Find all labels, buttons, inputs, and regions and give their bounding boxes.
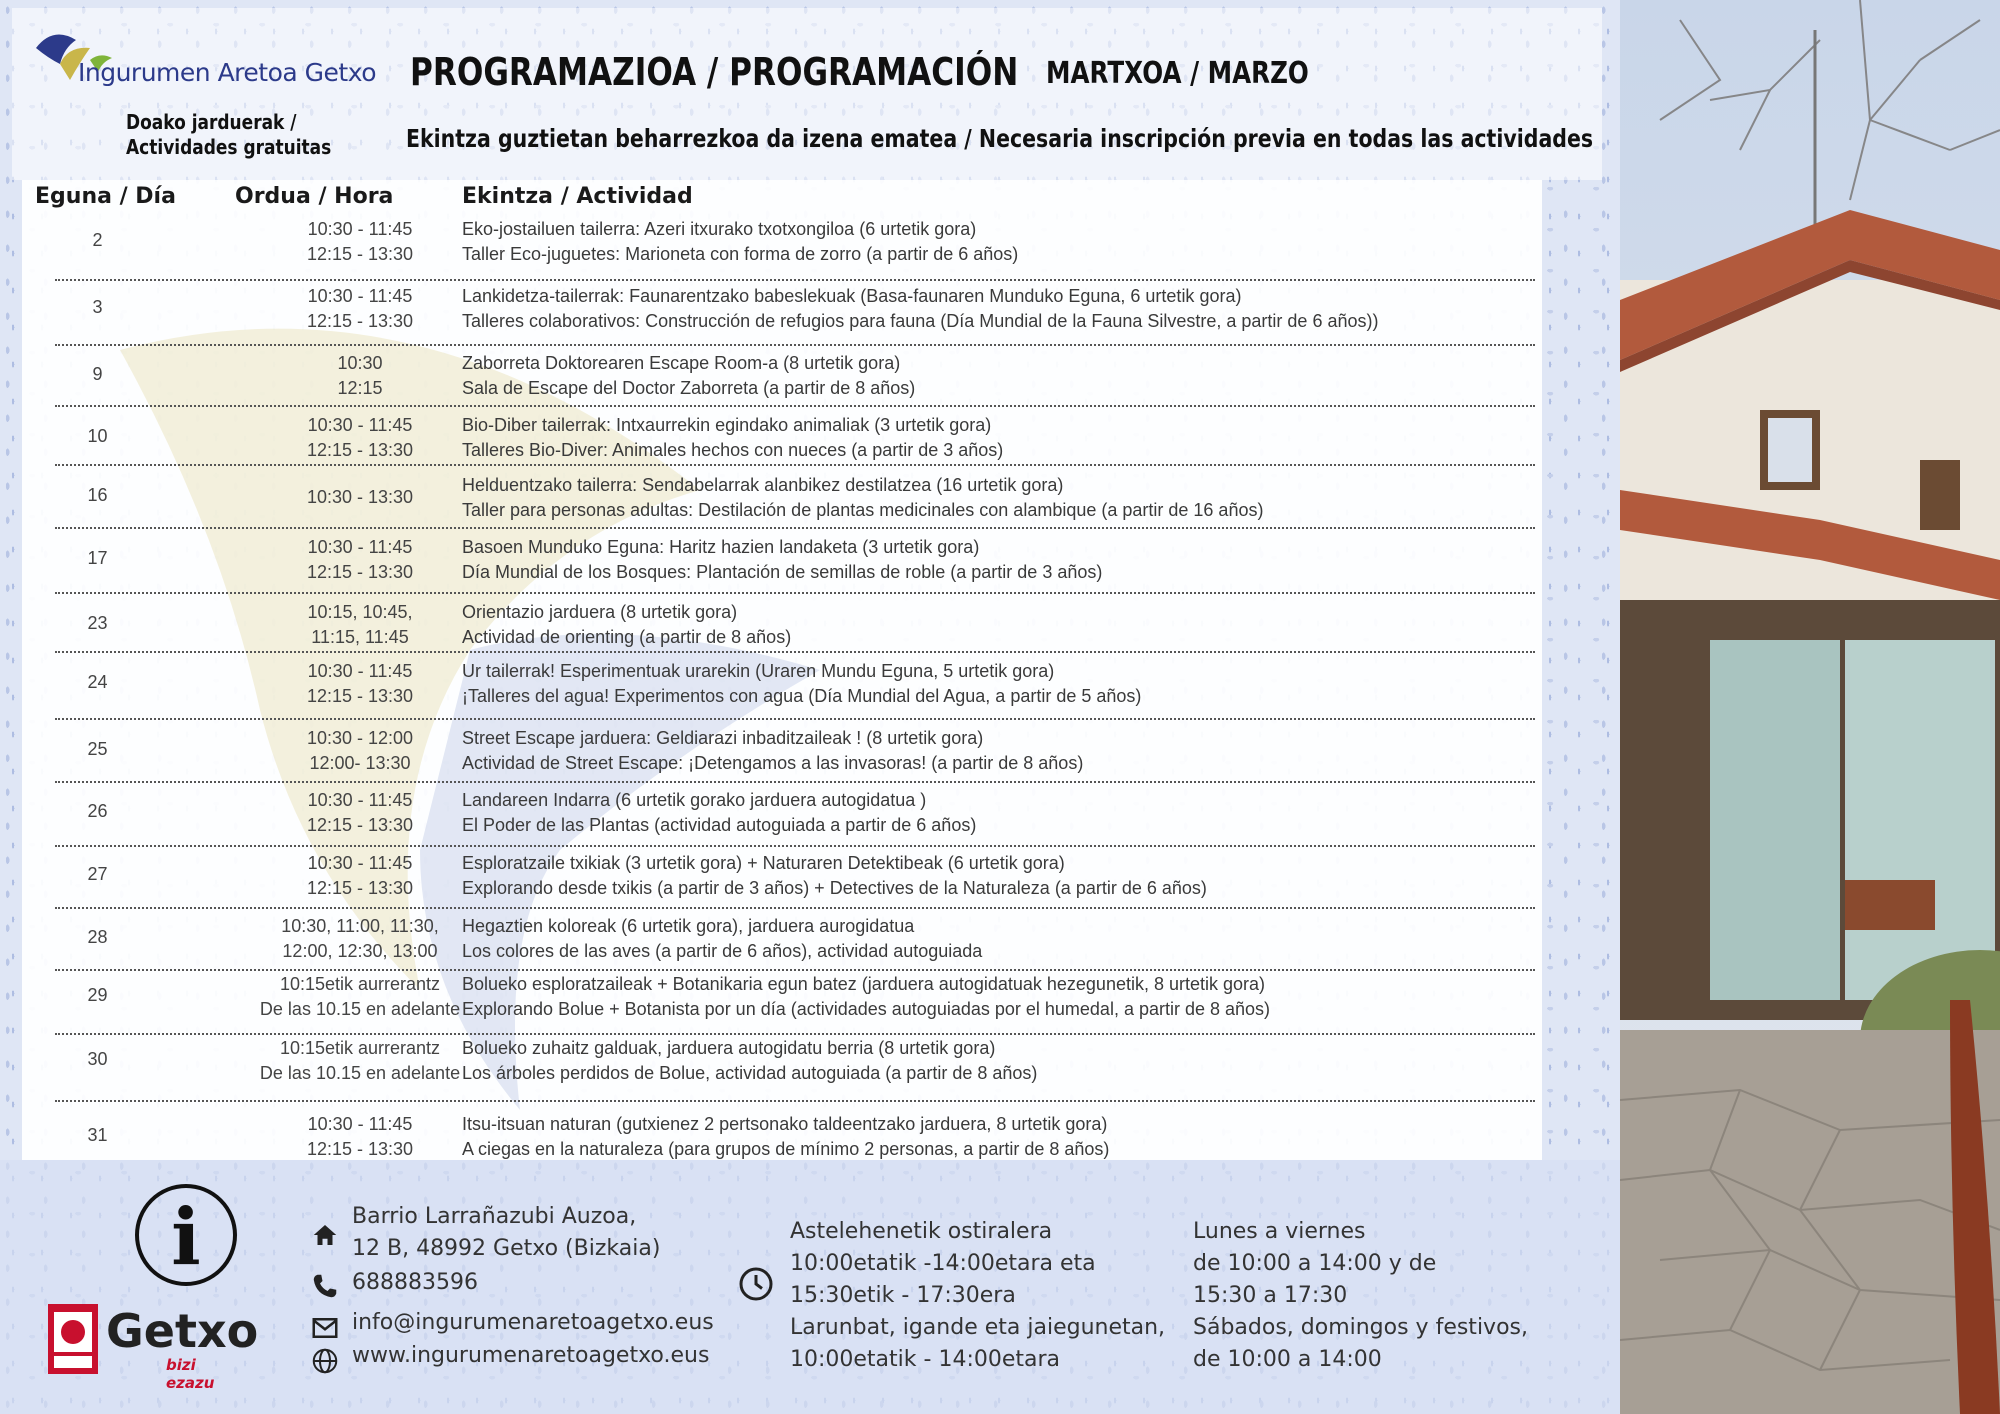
month-label: MARTXOA / MARZO — [1046, 56, 1309, 91]
row-time-2: 12:15 - 13:30 — [306, 562, 414, 582]
getxo-slogan: bizi ezazu — [166, 1356, 215, 1392]
activity-es: Sala de Escape del Doctor Zaborreta (a partir de 8 años) — [462, 378, 916, 398]
row-time-1: 10:30 - 13:30 — [306, 487, 414, 507]
row-time — [225, 351, 495, 401]
hours-es-line: Lunes a viernes — [1193, 1219, 1366, 1244]
row-day: 26 — [87, 801, 108, 821]
row-separator — [55, 527, 1535, 529]
hours-es-line: de 10:00 a 14:00 — [1193, 1347, 1382, 1372]
row-time — [225, 217, 495, 267]
row-activity — [462, 217, 1018, 267]
row-time — [225, 284, 495, 334]
hours-eu-line: 10:00etatik -14:00etara eta — [790, 1251, 1096, 1276]
activity-es: Explorando desde txikis (a partir de 3 años) + Detectives de la Naturaleza (a partir de 6 años) — [462, 878, 1207, 898]
activity-eu: Hegaztien koloreak (6 urtetik gora), jarduera aurogidatua — [462, 916, 915, 936]
phone-icon — [310, 1271, 340, 1301]
column-header-day: Eguna / Día — [35, 184, 176, 209]
building-photo — [1620, 0, 2000, 1414]
row-time-1: 10:30 — [337, 353, 383, 373]
activity-eu: Bolueko zuhaitz galduak, jarduera autogidatu berria (8 urtetik gora) — [462, 1038, 996, 1058]
row-separator — [55, 907, 1535, 909]
row-time — [225, 600, 495, 650]
row-time-1: 10:30 - 11:45 — [307, 853, 413, 873]
row-time-2: 12:15 — [337, 378, 383, 398]
activity-eu: Basoen Munduko Eguna: Haritz hazien landaketa (3 urtetik gora) — [462, 537, 980, 557]
row-time-2: 12:15 - 13:30 — [306, 815, 414, 835]
row-day: 10 — [87, 426, 108, 446]
activity-es: El Poder de las Plantas (actividad autoguiada a partir de 6 años) — [462, 815, 977, 835]
row-day: 24 — [87, 672, 108, 692]
row-separator — [55, 1100, 1535, 1102]
activity-eu: Orientazio jarduera (8 urtetik gora) — [462, 602, 738, 622]
row-day: 16 — [87, 485, 108, 505]
row-separator — [55, 1033, 1535, 1035]
row-time-2: 12:00, 12:30, 13:00 — [282, 941, 438, 961]
row-separator — [55, 464, 1535, 466]
hours-eu-line: 10:00etatik - 14:00etara — [790, 1347, 1061, 1372]
page-title: PROGRAMAZIOA / PROGRAMACIÓN — [410, 50, 1019, 94]
opening-hours-es — [1193, 1216, 1528, 1376]
row-time — [225, 1036, 495, 1086]
hours-eu-line: Astelehenetik ostiralera — [790, 1219, 1053, 1244]
row-time-1: 10:30, 11:00, 11:30, — [281, 916, 439, 936]
row-separator — [55, 781, 1535, 783]
activity-es: Taller Eco-juguetes: Marioneta con forma de zorro (a partir de 6 años) — [462, 244, 1019, 264]
row-time — [225, 413, 495, 463]
activity-eu: Landareen Indarra (6 urtetik gorako jarduera autogidatua ) — [462, 790, 927, 810]
row-activity — [462, 351, 915, 401]
row-time-2: 12:15 - 13:30 — [306, 1139, 414, 1159]
hours-es-line: Sábados, domingos y festivos, — [1193, 1315, 1528, 1340]
free-activities-label — [126, 110, 331, 160]
activity-eu: Zaborreta Doktorearen Escape Room-a (8 urtetik gora) — [462, 353, 901, 373]
row-activity — [462, 284, 1378, 334]
row-activity — [462, 1112, 1109, 1162]
row-time-1: 10:30 - 11:45 — [307, 415, 413, 435]
row-time — [225, 485, 495, 510]
free-line-eu: Doako jarduerak / — [126, 110, 297, 134]
activity-eu: Itsu-itsuan naturan (gutxienez 2 pertsonako taldeentzako jarduera, 8 urtetik gora) — [462, 1114, 1108, 1134]
row-activity — [462, 600, 791, 650]
free-line-es: Actividades gratuitas — [126, 135, 332, 159]
row-time — [225, 726, 495, 776]
row-day: 30 — [87, 1049, 108, 1069]
row-time-1: 10:15etik aurrerantz — [279, 1038, 441, 1058]
row-activity — [462, 1036, 1037, 1086]
activity-eu: Street Escape jarduera: Geldiarazi inbaditzaileak ! (8 urtetik gora) — [462, 728, 984, 748]
row-separator — [55, 344, 1535, 346]
row-activity — [462, 788, 976, 838]
activity-es: Actividad de Street Escape: ¡Detengamos a las invasoras! (a partir de 8 años) — [462, 753, 1084, 773]
activity-eu: Esploratzaile txikiak (3 urtetik gora) + Naturaren Detektibeak (6 urtetik gora) — [462, 853, 1065, 873]
row-time-1: 10:15, 10:45, — [307, 602, 413, 622]
email-link[interactable]: info@ingurumenaretoagetxo.eus — [352, 1310, 714, 1335]
activity-es: ¡Talleres del agua! Experimentos con agua (Día Mundial del Agua, a partir de 5 años) — [462, 686, 1142, 706]
row-time — [225, 535, 495, 585]
activity-eu: Ur tailerrak! Esperimentuak urarekin (Uraren Mundu Eguna, 5 urtetik gora) — [462, 661, 1055, 681]
row-time-1: 10:30 - 11:45 — [307, 790, 413, 810]
row-time-2: 12:15 - 13:30 — [306, 244, 414, 264]
address-line-1: Barrio Larrañazubi Auzoa, — [352, 1204, 637, 1229]
row-time-1: 10:30 - 11:45 — [307, 1114, 413, 1134]
website-link[interactable]: www.ingurumenaretoagetxo.eus — [352, 1343, 710, 1368]
row-time-2: 12:15 - 13:30 — [306, 311, 414, 331]
activity-eu: Bolueko esploratzaileak + Botanikaria egun batez (jarduera autogidatuak hezegunetik, 8 urtetik gora) — [462, 974, 1266, 994]
hours-eu-line: Larunbat, igande eta jaiegunetan, — [790, 1315, 1166, 1340]
row-separator — [55, 592, 1535, 594]
row-time-1: 10:15etik aurrerantz — [279, 974, 441, 994]
row-time — [225, 1112, 495, 1162]
row-activity — [462, 726, 1083, 776]
hours-es-line: 15:30 a 17:30 — [1193, 1283, 1348, 1308]
hours-es-line: de 10:00 a 14:00 y de — [1193, 1251, 1437, 1276]
activity-eu: Helduentzako tailerra: Sendabelarrak alanbikez destilatzea (16 urtetik gora) — [462, 475, 1064, 495]
row-day: 28 — [87, 927, 108, 947]
row-time-1: 10:30 - 11:45 — [307, 537, 413, 557]
activity-es: Actividad de orienting (a partir de 8 años) — [462, 627, 792, 647]
info-icon — [135, 1184, 237, 1286]
row-time-1: 10:30 - 12:00 — [306, 728, 414, 748]
row-activity — [462, 659, 1141, 709]
activity-eu: Eko-jostailuen tailerra: Azeri itxurako txotxongiloa (6 urtetik gora) — [462, 219, 977, 239]
getxo-logo — [46, 1302, 259, 1392]
row-day: 25 — [87, 739, 108, 759]
row-day: 9 — [92, 364, 103, 384]
registration-notice: Ekintza guztietan beharrezkoa da izena ematea / Necesaria inscripción previa en todas las actividades — [406, 124, 1594, 153]
row-separator — [55, 718, 1535, 720]
row-day: 3 — [92, 297, 103, 317]
row-time — [225, 851, 495, 901]
row-separator — [55, 845, 1535, 847]
row-time-1: 10:30 - 11:45 — [307, 286, 413, 306]
row-time — [225, 914, 495, 964]
activity-eu: Bio-Diber tailerrak: Intxaurrekin egindako animaliak (3 urtetik gora) — [462, 415, 992, 435]
row-time — [225, 659, 495, 709]
getxo-wordmark: Getxo — [106, 1304, 259, 1358]
hours-eu-line: 15:30etik - 17:30era — [790, 1283, 1016, 1308]
column-header-time: Ordua / Hora — [235, 184, 394, 209]
info-symbol: i — [171, 1192, 201, 1283]
activity-es: Talleres Bio-Diver: Animales hechos con nueces (a partir de 3 años) — [462, 440, 1004, 460]
row-time-1: 10:30 - 11:45 — [307, 661, 413, 681]
row-time-1: 10:30 - 11:45 — [307, 219, 413, 239]
activity-es: Talleres colaborativos: Construcción de refugios para fauna (Día Mundial de la Fauna Silvestre, a partir de 6 años)) — [462, 311, 1379, 331]
row-day: 27 — [87, 864, 108, 884]
activity-es: Día Mundial de los Bosques: Plantación de semillas de roble (a partir de 3 años) — [462, 562, 1103, 582]
column-header-activity: Ekintza / Actividad — [462, 184, 693, 209]
globe-icon — [310, 1346, 340, 1376]
row-time-2: 12:00- 13:30 — [309, 753, 411, 773]
opening-hours-eu — [790, 1216, 1165, 1376]
row-activity — [462, 851, 1207, 901]
row-time — [225, 788, 495, 838]
address-line-2: 12 B, 48992 Getxo (Bizkaia) — [352, 1236, 661, 1261]
row-time-2: 12:15 - 13:30 — [306, 686, 414, 706]
getxo-shield-icon — [46, 1302, 100, 1378]
row-day: 2 — [92, 230, 103, 250]
activity-es: Taller para personas adultas: Destilación de plantas medicinales con alambique (a partir de 16 años) — [462, 500, 1264, 520]
activity-es: A ciegas en la naturaleza (para grupos de mínimo 2 personas, a partir de 8 años) — [462, 1139, 1110, 1159]
clock-icon — [738, 1266, 774, 1302]
row-activity — [462, 535, 1102, 585]
row-day: 29 — [87, 985, 108, 1005]
row-activity — [462, 473, 1263, 523]
row-separator — [55, 969, 1535, 971]
email-icon — [310, 1313, 340, 1343]
row-activity — [462, 413, 1003, 463]
row-activity — [462, 914, 982, 964]
row-time-2: 12:15 - 13:30 — [306, 440, 414, 460]
row-day: 23 — [87, 613, 108, 633]
row-time-2: 11:15, 11:45 — [311, 627, 409, 647]
row-day: 31 — [87, 1125, 108, 1145]
row-time-2: De las 10.15 en adelante — [259, 999, 461, 1019]
activity-es: Los colores de las aves (a partir de 6 años), actividad autoguiada — [462, 941, 983, 961]
logo-text: Ingurumen Aretoa Getxo — [78, 58, 377, 87]
row-time — [225, 972, 495, 1022]
home-icon — [310, 1220, 340, 1250]
activity-eu: Lankidetza-tailerrak: Faunarentzako babeslekuak (Basa-faunaren Munduko Eguna, 6 urtetik gora) — [462, 286, 1242, 306]
row-time-2: De las 10.15 en adelante — [259, 1063, 461, 1083]
row-separator — [55, 651, 1535, 653]
row-activity — [462, 972, 1270, 1022]
row-separator — [55, 405, 1535, 407]
phone-number[interactable]: 688883596 — [352, 1270, 478, 1295]
activity-es: Explorando Bolue + Botanista por un día (actividades autoguiadas por el humedal, a partir de 8 años) — [462, 999, 1271, 1019]
row-separator — [55, 279, 1535, 281]
activity-es: Los árboles perdidos de Bolue, actividad autoguiada (a partir de 8 años) — [462, 1063, 1038, 1083]
row-day: 17 — [87, 548, 108, 568]
row-time-2: 12:15 - 13:30 — [306, 878, 414, 898]
